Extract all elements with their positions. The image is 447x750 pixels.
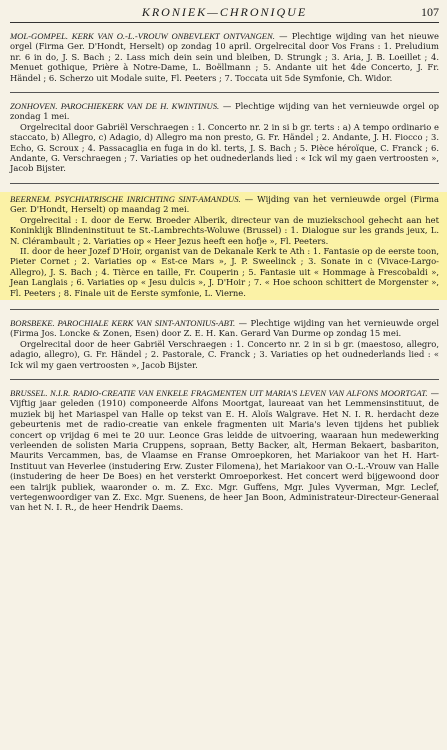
article-paragraph: — Plechtige wijding van het nieuwe orgel (Firma Ger. D'Hondt, Herselt) op zondag 10 april. Orgelrecital door Vos Frans : 1. Preludium nr. 6 in do, J. S. Bach ; 2. Lass mich dein sein und bleiben, D. Strungk ; 3. Aria, J. B. Loeillet ; 4. Menuet gothique, Prière à Notre-Dame, L. Boëllmann ; 5. Andante uit het 4de Concerto, J. Fr. Händel ; 6. Scherzo uit Modale suite, Fl. Peeters ; 7. Toccata uit 5de Symfonie, Ch. Widor. bbox=[10, 31, 439, 83]
article-paragraph: Orgelrecital : I. door de Eerw. Broeder Alberik, directeur van de muziekschool gehecht aan het Koninklijk Blindeninstituut te St.-Lambrechts-Woluwe (Brussel) : 1. Dialogue sur les grands jeux, L. N. Clérambault ; 2. Variaties op « Heer Jezus heeft een hofje », Fl. Peeters. bbox=[10, 214, 439, 246]
article-paragraph: Orgelrecital door de heer Gabriël Verschraegen : 1. Concerto nr. 2 in si b gr. (maestoso, allegro, adagio, allegro), G. Fr. Händel ; 2. Pastorale, C. Franck ; 3. Variaties op het oudnederlands lied : « Ick wil my gaen vertroosten », Jacob Bijster. bbox=[10, 338, 439, 370]
article-borsbeke bbox=[10, 318, 439, 370]
article-beernem-highlighted bbox=[0, 192, 447, 300]
section-divider bbox=[10, 379, 439, 380]
section-divider bbox=[10, 92, 439, 93]
article-zonhoven bbox=[10, 101, 439, 174]
article-paragraph: — Vijftig jaar geleden (1910) componeerde Alfons Moortgat, laureaat van het Lemmensinstituut, de muziek bij het Mariaspel van Halle op tekst van E. H. Aloïs Walgrave. Het N. I. R. herdacht deze gebeurtenis met de radio-creatie van enkele fragmenten uit Maria's leven tijdens het publiek concert op vrijdag 6 mei te 20 uur. Leonce Gras leidde de uitvoering, waaraan hun medewerking verleenden de solisten Maria Cruppens, sopraan, Betty Backer, alt, Herman Bekaert, basbariton, Maurits Vercammen, bas, de Vlaamse en Franse Omroepkoren, het Mariakoor van het H. Hart-Instituut van Heverlee (instudering Erw. Zuster Filomena), het Mariakoor van O.-L.-Vrouw van Halle (instudering de heer De Boes) en het versterkt Omroeporkest. Het concert werd bijgewoond door een talrijk publiek, waaronder o. m. Z. Exc. Mgr. Guffens, Mgr. Jules Vyverman, Mgr. Leclef, vertegenwoordiger van Z. Exc. Mgr. Suenens, de heer Jan Boon, Administrateur-Directeur-Generaal van het N. I. R., de heer Hendrik Daems. bbox=[10, 387, 439, 513]
article-paragraph: — Plechtige wijding van het vernieuwde orgel op zondag 1 mei. bbox=[10, 101, 439, 122]
article-heading: ZONHOVEN. PAROCHIEKERK VAN DE H. KWINTINUS. bbox=[10, 101, 220, 112]
running-header bbox=[10, 0, 439, 23]
running-title: KRONIEK—CHRONIQUE bbox=[141, 5, 308, 19]
section-divider bbox=[10, 183, 439, 184]
article-paragraph: — Plechtige wijding van het vernieuwde orgel (Firma Jos. Loncke & Zonen, Esen) door Z. E. H. Kan. Gerard Van Durme op zondag 15 mei. bbox=[10, 317, 440, 339]
article-heading: BEERNEM. PSYCHIATRISCHE INRICHTING SINT-AMANDUS. bbox=[10, 193, 241, 204]
page-number: 107 bbox=[421, 5, 439, 19]
article-mol-gompel: MOL-GOMPEL. KERK VAN O.-L.-VROUW ONBEVLEKT ONTVANGEN. — Plechtige wijding van het nieuwe orgel (Firma Ger. D'Hondt, Herselt) op zondag 10 april. Orgelrecital door Vos Frans : 1. Preludium nr. 6 in do, J. S. Bach ; 2. Lass mich dein sein und bleiben, D. Strungk ; 3. Aria, J. B. Loeillet ; 4. Menuet gothique, Prière à Notre-Dame, L. Boëllmann ; 5. Andante uit het 4de Concerto, J. Fr. Händel ; 6. Scherzo uit Modale suite, Fl. Peeters ; 7. Toccata uit 5de Symfonie, Ch. Widor. bbox=[10, 31, 439, 83]
article-heading: BRUSSEL. N.I.R. RADIO-CREATIE VAN ENKELE FRAGMENTEN UIT MARIA'S LEVEN VAN ALFONS MOORTGAT. bbox=[10, 387, 428, 398]
article-paragraph: — Wijding van het vernieuwde orgel (Firma Ger. D'Hondt, Herselt) op maandag 2 mei. bbox=[10, 193, 439, 215]
article-heading: BORSBEKE. PAROCHIALE KERK VAN SINT-ANTONIUS-ABT. bbox=[10, 317, 236, 328]
article-brussel bbox=[10, 388, 439, 513]
section-divider bbox=[10, 309, 439, 310]
article-paragraph: Orgelrecital door Gabriël Verschraegen : 1. Concerto nr. 2 in si b gr. terts : a) A tempo ordinario e staccato, b) Allegro, c) Adagio, d) Allegro ma non presto, G. Fr. Händel ; 2. Andante, J. H. Fiocco ; 3. Echo, G. Scroux ; 4. Passacaglia en fuga in do kl. terts, J. S. Bach ; 5. Pièce héroïque, C. Franck ; 6. Andante, G. Verschraegen ; 7. Variaties op het oudnederlands lied : « Ick wil my gaen vertroosten », Jacob Bijster. bbox=[10, 121, 439, 174]
article-paragraph: II. door de heer Jozef D'Hoir, organist van de Dekanale Kerk te Ath : 1. Fantasie op de eerste toon, Pieter Cornet ; 2. Variaties op « Est-ce Mars », J. P. Sweelinck ; 3. Sonate in c (Vivace-Largo-Allegro), J. S. Bach ; 4. Tièrce en taille, Fr. Couperin ; 5. Fantasie uit « Hommage à Frescobaldi », Jean Langlais ; 6. Variaties op « Jesu dulcis », J. D'Hoir ; 7. « Hoe schoon schittert de Morgenster », Fl. Peeters ; 8. Finale uit de Eerste symfonie, L. Vierne. bbox=[10, 245, 439, 298]
